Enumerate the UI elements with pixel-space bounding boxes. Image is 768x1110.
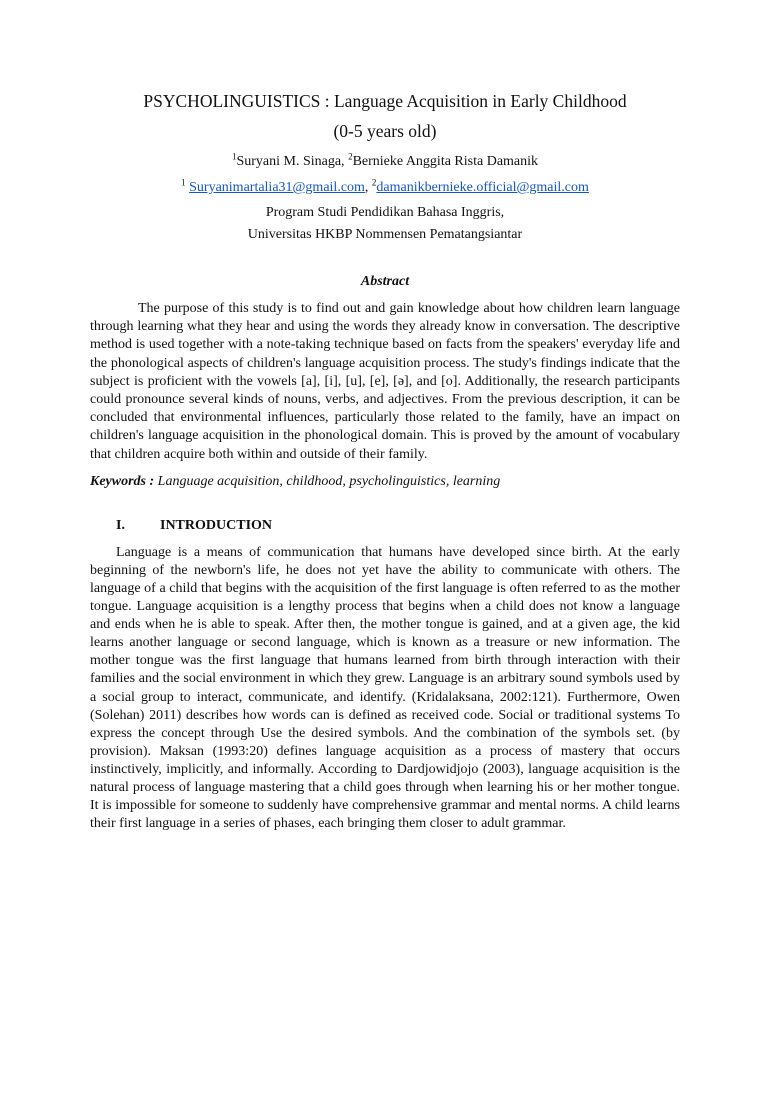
author-2-name: Bernieke Anggita Rista Damanik [352, 154, 539, 169]
email-separator: , [364, 180, 372, 195]
title-line-2: (0-5 years old) [333, 121, 437, 141]
keywords-label: Keywords : [90, 473, 158, 489]
title-line-1: PSYCHOLINGUISTICS : Language Acquisition in Early Childhood [143, 91, 627, 111]
affiliation-line-1: Program Studi Pendidikan Bahasa Inggris, [265, 205, 505, 220]
paper-title [90, 86, 680, 146]
email-1-superscript: 1 [181, 177, 186, 188]
abstract-text: The purpose of this study is to find out and gain knowledge about how children learn language through learning what they hear and using the words they already know in conversation. The descriptive method is used together with a note-taking technique based on facts from the speakers' everyday life and the phonological aspects of children's language acquisition process. The study's findings indicate that the subject is proficient with the vowels [a], [i], [u], [e], [ə], and [o]. Additionally, the research participants could pronounce several kinds of nouns, verbs, and adjectives. From the previous description, it can be concluded that environmental influences, particularly those related to the family, have an impact on children's language acquisition in the phonological domain. This is proved by the amount of vocabulary that children acquire both within and outside of their family. [90, 301, 680, 462]
introduction-text: Language is a means of communication that humans have developed since birth. At the early beginning of the newborn's life, he does not yet have the ability to communicate with others. The language of a child that begins with the acquisition of the first language is often referred to as the mother tongue. Language acquisition is a lengthy process that begins when a child does not know a language and ends when he is able to speak. After then, the mother tongue is gained, and at a given age, the kid learns another language or second language, which is known as a treasure or new information. The mother tongue was the first language that humans learned from birth through interaction with their families and the social environment in which they grew. Language is an arbitrary sound symbols used by a social group to interact, communicate, and identify. (Kridalaksana, 2002:121). Furthermore, Owen (Solehan) 2011) describes how words can is defined as received code. Social or traditional systems To express the concept through Use the desired symbols. And the combination of the symbols set. (by provision). Maksan (1993:20) defines language acquisition as a process of mastery that occurs instinctively, implicitly, and informally. According to Dardjowidjojo (2003), language acquisition is the natural process of language mastering that a child goes through when learning his or her mother tongue. It is impossible for someone to suddenly have comprehensive grammar and mental norms. A child learns their first language in a series of phases, each bringing them closer to adult grammar. [90, 544, 680, 832]
abstract-heading: Abstract [360, 274, 410, 289]
email-list [90, 178, 680, 198]
author-2-superscript: 2 [348, 151, 353, 162]
section-number: I. [116, 517, 125, 533]
keywords-text: Language acquisition, childhood, psycholinguistics, learning [157, 473, 501, 489]
affiliation [90, 202, 680, 246]
keywords [90, 472, 680, 492]
section-heading-introduction [90, 516, 680, 536]
email-2-superscript: 2 [371, 177, 377, 188]
paper-page [0, 86, 768, 1110]
author-list [90, 152, 680, 172]
email-2-link[interactable]: damanikbernieke.official@gmail.com [376, 180, 589, 195]
section-title: INTRODUCTION [160, 517, 273, 533]
author-1-superscript: 1 [231, 151, 237, 162]
email-1-link[interactable]: Suryanimartalia31@gmail.com [189, 180, 365, 195]
author-1-name: Suryani M. Sinaga, [236, 154, 349, 169]
affiliation-line-2: Universitas HKBP Nommensen Pematangsiantar [247, 227, 523, 242]
